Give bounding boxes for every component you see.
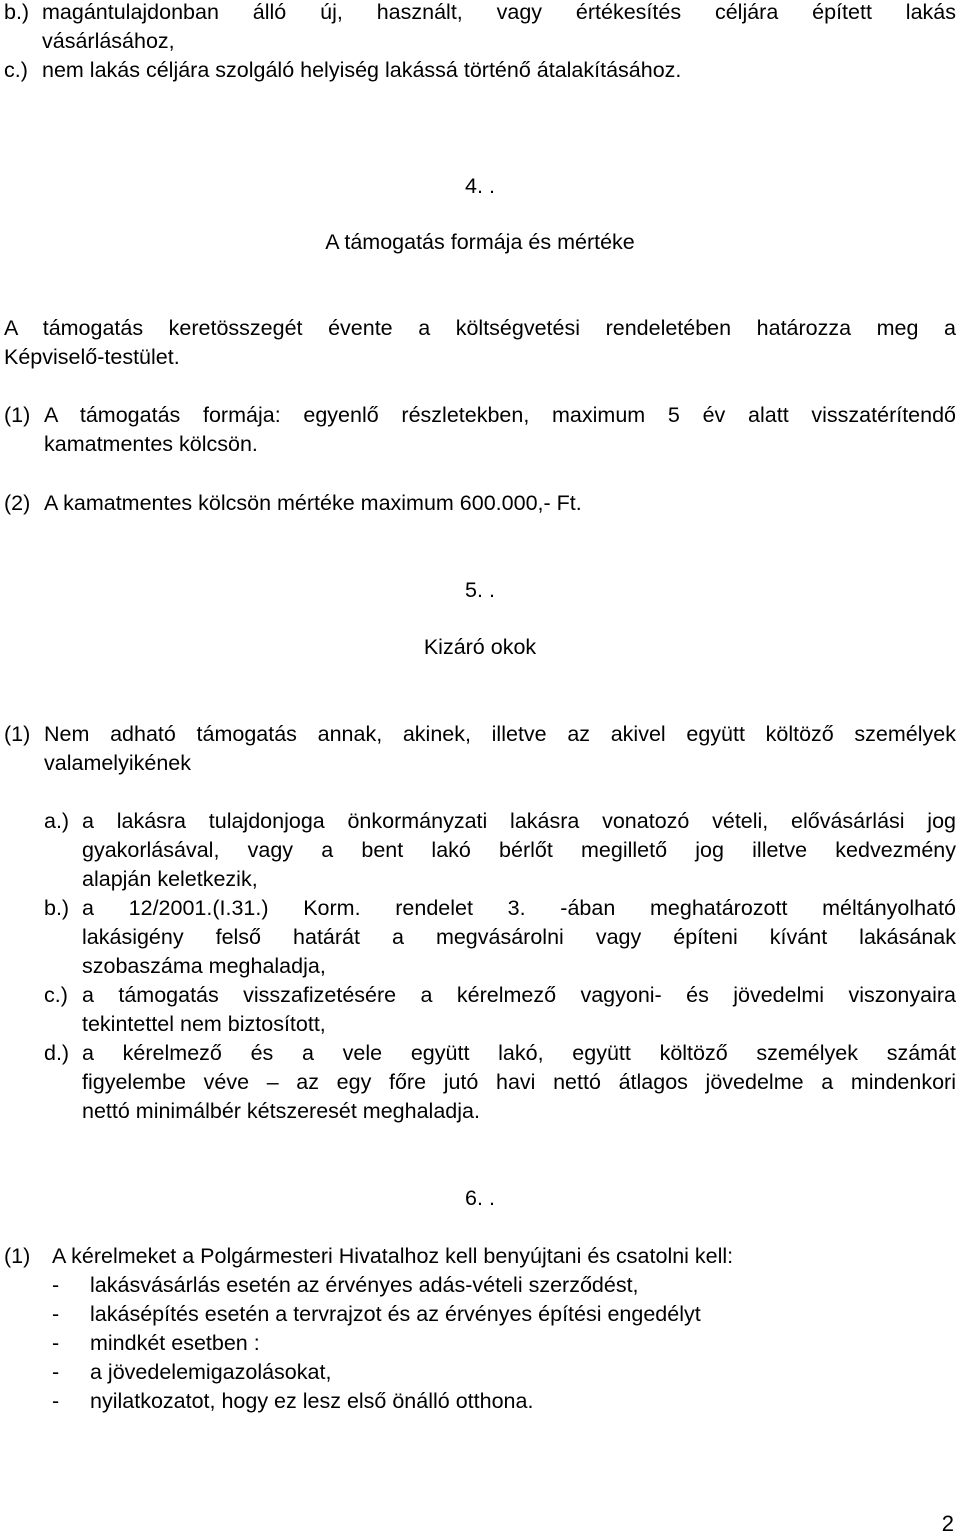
item-label: (1) <box>4 403 31 427</box>
paragraph-line: Képviselő-testület. <box>4 345 180 369</box>
section-number: 4. . <box>465 174 495 198</box>
item-line: nettó minimálbér kétszeresét meghaladja. <box>82 1099 480 1123</box>
item-line: a kérelmező és a vele együtt lakó, együtt költöző személyek számát <box>82 1041 956 1065</box>
section-title: Kizáró okok <box>423 635 537 659</box>
subitem-label: b.) <box>44 896 70 920</box>
item-label: (2) <box>4 491 31 515</box>
item-label: b.) <box>4 0 30 24</box>
item-line: A támogatás formája: egyenlő részletekben, maximum 5 év alatt visszatérítendő <box>44 403 956 427</box>
item-line: a lakásra tulajdonjoga önkormányzati lakásra vonatozó vételi, elővásárlási jog <box>82 809 956 833</box>
section-number: 5. . <box>465 578 495 602</box>
dash-marker: - <box>52 1302 60 1326</box>
dash-marker: - <box>52 1360 60 1384</box>
list-item: lakásvásárlás esetén az érvényes adás-vételi szerződést, <box>90 1273 639 1297</box>
item-label: (1) <box>4 722 31 746</box>
subitem-label: a.) <box>44 809 70 833</box>
dash-marker: - <box>52 1273 60 1297</box>
paragraph-line: A támogatás keretösszegét évente a költségvetési rendeletében határozza meg a <box>4 316 956 340</box>
page-number: 2 <box>941 1511 954 1536</box>
subitem-label: c.) <box>44 983 68 1007</box>
dash-marker: - <box>52 1389 60 1413</box>
list-item: a jövedelemigazolásokat, <box>90 1360 332 1384</box>
item-line: magántulajdonban álló új, használt, vagy értékesítés céljára épített lakás <box>42 0 956 24</box>
item-label: c.) <box>4 58 28 82</box>
item-line: A kamatmentes kölcsön mértéke maximum 600.000,- Ft. <box>44 491 582 515</box>
item-line: szobaszáma meghaladja, <box>82 954 326 978</box>
list-item <box>44 720 956 778</box>
subitem <box>82 981 956 1039</box>
item-line: nem lakás céljára szolgáló helyiség lakássá történő átalakításához. <box>42 58 682 82</box>
section-number: 6. . <box>465 1186 495 1210</box>
list-item: lakásépítés esetén a tervrajzot és az érvényes építési engedélyt <box>90 1302 701 1326</box>
section-paragraph <box>4 314 956 372</box>
item-line: Nem adható támogatás annak, akinek, illetve az akivel együtt költöző személyek <box>44 722 956 746</box>
item-line: a 12/2001.(I.31.) Korm. rendelet 3. -ában meghatározott méltányolható <box>82 896 956 920</box>
subitem <box>82 894 956 981</box>
list-item: nyilatkozatot, hogy ez lesz első önálló otthona. <box>90 1389 534 1413</box>
item-line: kamatmentes kölcsön. <box>44 432 258 456</box>
list-item <box>44 401 956 459</box>
subitem <box>82 807 956 894</box>
item-line: vásárlásához, <box>42 29 175 53</box>
item-line: alapján keletkezik, <box>82 867 258 891</box>
section-title: A támogatás formája és mértéke <box>325 230 635 254</box>
item-label: (1) <box>4 1244 31 1268</box>
item-line: gyakorlásával, vagy a bent lakó bérlőt megillető jog illetve kedvezmény <box>82 838 956 862</box>
item-line: a támogatás visszafizetésére a kérelmező vagyoni- és jövedelmi viszonyaira <box>82 983 956 1007</box>
list-item: mindkét esetben : <box>90 1331 260 1355</box>
item-line: A kérelmeket a Polgármesteri Hivatalhoz kell benyújtani és csatolni kell: <box>52 1244 734 1268</box>
item-line: figyelembe véve – az egy főre jutó havi nettó átlagos jövedelme a mindenkori <box>82 1070 956 1094</box>
subitem-label: d.) <box>44 1041 70 1065</box>
item-line: lakásigény felső határát a megvásárolni vagy építeni kívánt lakásának <box>82 925 956 949</box>
item-line: valamelyikének <box>44 751 191 775</box>
dash-marker: - <box>52 1331 60 1355</box>
subitem <box>82 1039 956 1126</box>
item-line: tekintettel nem biztosított, <box>82 1012 326 1036</box>
